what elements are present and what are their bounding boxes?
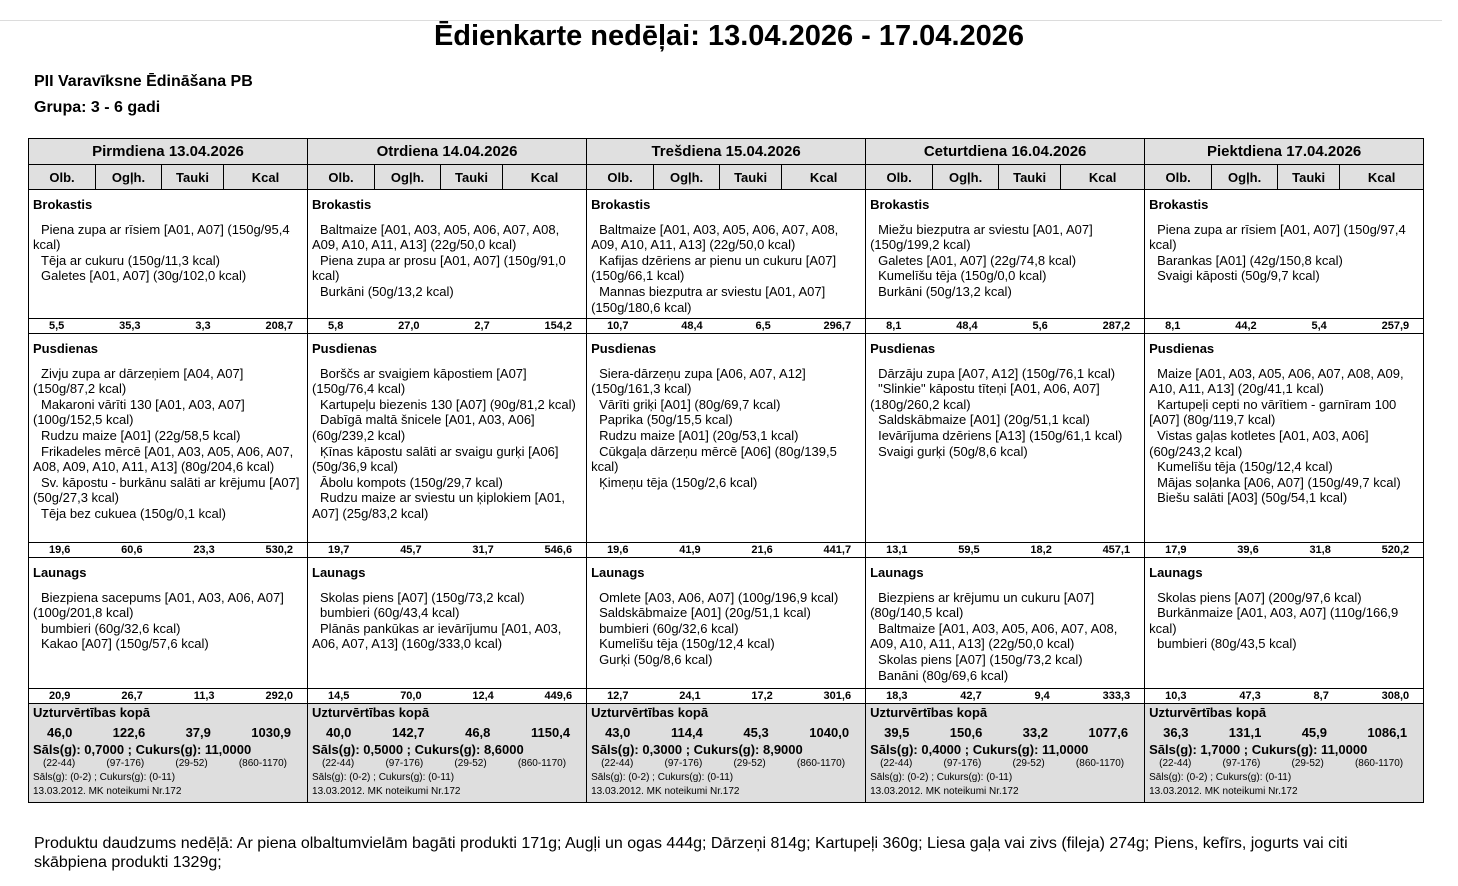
meal-nutrients-row [29, 543, 1424, 558]
dish-item: Piena zupa ar rīsiem [A01, A07] (150g/95,4 kcal) [33, 221, 290, 253]
nutrient-value: 154,2 [544, 319, 573, 332]
dish-item: Saldskābmaize [A01] (20g/51,1 kcal) [878, 412, 1090, 428]
column-header-row [29, 165, 1424, 190]
dish-item: Baltmaize [A01, A03, A05, A06, A07, A08, A09, A10, A11, A13] (22g/50,0 kcal) [591, 221, 839, 253]
meal-cell [587, 190, 866, 319]
range-value: (860-1170) [238, 758, 288, 769]
summary-title: Uzturvērtības kopā [1149, 705, 1267, 720]
summary-totals [591, 725, 861, 740]
regulation-note: 13.03.2012. MK noteikumi Nr.172 [591, 786, 740, 797]
dish-item: Rudzu maize ar sviestu un ķiplokiem [A01, A07] (25g/83,2 kcal) [312, 490, 565, 521]
range-value: (29-52) [175, 758, 208, 769]
nutrient-value: 19,7 [328, 543, 350, 556]
range-value: (22-44) [601, 758, 634, 769]
range-value: (97-176) [943, 758, 982, 769]
weekly-menu-table [28, 138, 1424, 803]
salt-sugar: Sāls(g): 0,4000 ; Cukurs(g): 11,0000 [870, 742, 1089, 757]
dish-item: Kartupeļi cepti no vārītiem - garnīram 100 [A07] (80g/119,7 kcal) [1149, 396, 1397, 428]
dish-item: Skolas piens [A07] (150g/73,2 kcal) [878, 651, 1083, 667]
dish-item: Ķīnas kāpostu salāti ar svaigu gurķi [A06] (50g/36,9 kcal) [312, 443, 559, 475]
summary-title: Uzturvērtības kopā [870, 705, 988, 720]
dish-item: Cūkgaļa dārzeņu mērcē [A06] (80g/139,5 kcal) [591, 443, 837, 475]
dish-item: Sv. kāpostu - burkānu salāti ar krējumu [A07] (50g/27,3 kcal) [33, 474, 300, 506]
nutrient-value: 31,8 [1309, 543, 1331, 556]
nutrient-value: 60,6 [121, 543, 143, 556]
meal-row [29, 558, 1424, 689]
dish-item: Frikadeles mērcē [A01, A03, A05, A06, A07, A08, A09, A10, A11, A13] (80g/204,6 kcal) [33, 443, 294, 475]
recommended-ranges [1149, 758, 1419, 769]
range-value: (860-1170) [1075, 758, 1125, 769]
dish-item: Plānās pankūkas ar ievārījumu [A01, A03, A06, A07, A13] (160g/333,0 kcal) [312, 620, 562, 652]
meal-nutrients [587, 319, 866, 334]
nutrient-value: 19,6 [607, 543, 629, 556]
nutrient-value: 39,6 [1237, 543, 1259, 556]
meal-title: Pusdienas [1149, 341, 1215, 356]
dish-item: Barankas [A01] (42g/150,8 kcal) [1157, 252, 1343, 268]
column-header: Tauki [720, 165, 782, 190]
dish-item: bumbieri (60g/32,6 kcal) [599, 620, 739, 636]
range-value: (860-1170) [796, 758, 846, 769]
dish-item: Ievārījuma dzēriens [A13] (150g/61,1 kcal) [878, 427, 1123, 443]
limits-note: Sāls(g): (0-2) ; Cukurs(g): (0-11) [33, 772, 176, 783]
range-value: (22-44) [43, 758, 76, 769]
nutrient-value: 530,2 [265, 543, 293, 556]
dish-item: Piena zupa ar prosu [A01, A07] (150g/91,0 kcal) [312, 252, 566, 284]
total-value: 46,8 [465, 725, 491, 740]
meal-nutrients [1145, 689, 1424, 704]
dish-item: Mannas biezputra ar sviestu [A01, A07] (150g/180,6 kcal) [591, 283, 826, 315]
nutrient-values [587, 690, 865, 703]
meal-title: Pusdienas [591, 341, 657, 356]
meal-cell [29, 334, 308, 543]
day-header: Otrdiena 14.04.2026 [308, 139, 587, 165]
salt-sugar: Sāls(g): 0,7000 ; Cukurs(g): 11,0000 [33, 742, 252, 757]
recommended-ranges [591, 758, 861, 769]
total-value: 43,0 [605, 725, 631, 740]
nutrient-value: 42,7 [960, 689, 982, 702]
nutrient-value: 45,7 [400, 543, 422, 556]
range-value: (29-52) [1291, 758, 1324, 769]
column-header: Olb. [866, 165, 933, 190]
total-value: 1077,6 [1088, 725, 1129, 740]
nutrient-value: 3,3 [195, 319, 211, 332]
dish-item: Siera-dārzeņu zupa [A06, A07, A12] (150g/161,3 kcal) [591, 365, 806, 397]
nutrient-value: 24,1 [679, 689, 701, 702]
nutrient-value: 26,7 [121, 689, 143, 702]
total-value: 45,3 [743, 725, 769, 740]
nutrient-value: 48,4 [956, 319, 978, 332]
nutrient-values [866, 320, 1144, 333]
day-header: Piektdiena 17.04.2026 [1145, 139, 1424, 165]
meal-cell [308, 558, 587, 689]
nutrient-value: 17,9 [1165, 543, 1187, 556]
nutrient-value: 457,1 [1102, 543, 1131, 556]
meal-row [29, 190, 1424, 319]
column-header: Ogļh. [96, 165, 162, 190]
meal-cell [866, 334, 1145, 543]
nutrient-value: 12,7 [607, 689, 629, 702]
day-summary [1145, 704, 1424, 803]
summary-totals [870, 725, 1140, 740]
dish-item: Kartupeļu biezenis 130 [A07] (90g/81,2 kcal) [320, 396, 576, 412]
page-title: Ēdienkarte nedēļai: 13.04.2026 - 17.04.2026 [433, 20, 1025, 52]
column-header: Ogļh. [654, 165, 720, 190]
range-value: (97-176) [664, 758, 703, 769]
dish-item: Kumelīšu tēja (150g/12,4 kcal) [599, 636, 775, 652]
nutrient-value: 546,6 [544, 543, 573, 556]
day-header: Pirmdiena 13.04.2026 [29, 139, 308, 165]
regulation-note: 13.03.2012. MK noteikumi Nr.172 [870, 786, 1019, 797]
nutrient-value: 8,1 [886, 319, 902, 332]
day-summary [29, 704, 308, 803]
meal-title: Brokastis [1149, 197, 1209, 212]
recommended-ranges [33, 758, 303, 769]
nutrient-values [29, 544, 307, 557]
dish-item: Miežu biezputra ar sviestu [A01, A07] (150g/199,2 kcal) [870, 221, 1093, 253]
nutrient-values [308, 320, 586, 333]
regulation-note: 13.03.2012. MK noteikumi Nr.172 [1149, 786, 1298, 797]
meal-title: Brokastis [33, 197, 93, 212]
dish-item: Tēja ar cukuru (150g/11,3 kcal) [41, 252, 220, 268]
dish-item: bumbieri (60g/43,4 kcal) [320, 605, 460, 621]
weekly-products-summary: Produktu daudzums nedēļā: Ar piena olbaltumvielām bagāti produkti 171g; Augļi un ogas 444g; Dārzeņi 814g; Kartupeļi 360g; Liesa gaļa vai zivs (fileja) 274g; Piens, kefīrs, jogurts vai citi skābpiena produkti 1329g; [34, 835, 1348, 871]
nutrient-value: 17,2 [751, 689, 773, 702]
nutrient-value: 10,3 [1165, 689, 1187, 702]
summary-title: Uzturvērtības kopā [591, 705, 709, 720]
column-header: Ogļh. [933, 165, 999, 190]
nutrient-values [1145, 690, 1423, 703]
nutrient-value: 35,3 [119, 319, 141, 332]
meal-nutrients-row [29, 689, 1424, 704]
nutrient-values [1145, 544, 1423, 557]
day-header: Trešdiena 15.04.2026 [587, 139, 866, 165]
dish-item: bumbieri (60g/32,6 kcal) [41, 620, 181, 636]
meal-cell [1145, 558, 1424, 689]
total-value: 131,1 [1228, 725, 1262, 740]
dish-item: Kakao [A07] (150g/57,6 kcal) [41, 636, 209, 652]
nutrient-values [1145, 320, 1423, 333]
nutrient-value: 18,3 [886, 689, 908, 702]
recommended-ranges [870, 758, 1140, 769]
range-value: (860-1170) [517, 758, 567, 769]
nutrient-value: 21,6 [751, 543, 773, 556]
meal-cell [1145, 334, 1424, 543]
group-label: Grupa: 3 - 6 gadi [34, 99, 161, 116]
dish-item: Svaigi gurķi (50g/8,6 kcal) [878, 443, 1028, 459]
meal-nutrients [866, 319, 1145, 334]
column-header: Tauki [441, 165, 503, 190]
dish-item: Svaigi kāposti (50g/9,7 kcal) [1157, 268, 1320, 284]
meal-title: Brokastis [591, 197, 651, 212]
meal-cell [308, 190, 587, 319]
nutrient-value: 13,1 [886, 543, 908, 556]
range-value: (22-44) [1159, 758, 1192, 769]
meal-title: Brokastis [870, 197, 930, 212]
total-value: 1030,9 [251, 725, 292, 740]
nutrient-value: 31,7 [472, 543, 494, 556]
meal-title: Launags [33, 565, 87, 580]
dish-item: Zivju zupa ar dārzeņiem [A04, A07] (150g/87,2 kcal) [33, 365, 244, 397]
dish-item: Burkāni (50g/13,2 kcal) [320, 283, 454, 299]
total-value: 1150,4 [531, 725, 571, 740]
column-header: Olb. [308, 165, 375, 190]
range-value: (22-44) [322, 758, 355, 769]
dish-item: Borščs ar svaigiem kāpostiem [A07] (150g/76,4 kcal) [312, 365, 527, 397]
nutrient-value: 333,3 [1102, 689, 1131, 702]
dish-item: Baltmaize [A01, A03, A05, A06, A07, A08, A09, A10, A11, A13] (22g/50,0 kcal) [870, 620, 1118, 652]
total-value: 1086,1 [1367, 725, 1408, 740]
total-value: 45,9 [1301, 725, 1328, 740]
column-header: Kcal [224, 165, 308, 190]
column-header: Olb. [587, 165, 654, 190]
nutrient-value: 41,9 [679, 543, 701, 556]
dish-item: Maize [A01, A03, A05, A06, A07, A08, A09, A10, A11, A13] (20g/41,1 kcal) [1149, 365, 1404, 397]
meal-nutrients [866, 689, 1145, 704]
nutrient-value: 308,0 [1381, 689, 1410, 702]
nutrient-value: 6,5 [755, 319, 771, 332]
nutrient-value: 296,7 [823, 319, 852, 332]
nutrient-value: 12,4 [472, 689, 494, 702]
nutrient-value: 48,4 [681, 319, 703, 332]
dish-item: Gurķi (50g/8,6 kcal) [599, 651, 713, 667]
column-header: Tauki [1278, 165, 1340, 190]
nutrient-values [587, 320, 865, 333]
nutrient-value: 441,7 [823, 543, 852, 556]
column-header: Kcal [1340, 165, 1424, 190]
day-header: Ceturtdiena 16.04.2026 [866, 139, 1145, 165]
dish-item: Biezpiena sacepums [A01, A03, A06, A07] (100g/201,8 kcal) [33, 589, 284, 621]
limits-note: Sāls(g): (0-2) ; Cukurs(g): (0-11) [870, 772, 1013, 783]
dish-item: Ābolu kompots (150g/29,7 kcal) [320, 474, 503, 490]
meal-nutrients-row [29, 319, 1424, 334]
meal-nutrients [866, 543, 1145, 558]
organization-name: PII Varavīksne Ēdināšana PB [34, 73, 253, 90]
dish-item: Ķimeņu tēja (150g/2,6 kcal) [599, 474, 758, 490]
dish-item: "Slinkie" kāpostu tīteņi [A01, A06, A07] (180g/260,2 kcal) [870, 381, 1100, 412]
column-header: Kcal [1061, 165, 1145, 190]
nutrient-values [866, 544, 1144, 557]
meal-title: Launags [1149, 565, 1203, 580]
dish-item: Burkānmaize [A01, A03, A07] (110g/166,9 kcal) [1149, 605, 1399, 636]
meal-cell [308, 334, 587, 543]
nutrient-value: 59,5 [958, 543, 980, 556]
dish-item: Baltmaize [A01, A03, A05, A06, A07, A08, A09, A10, A11, A13] (22g/50,0 kcal) [312, 221, 560, 253]
regulation-note: 13.03.2012. MK noteikumi Nr.172 [312, 786, 461, 797]
total-value: 36,3 [1163, 725, 1189, 740]
total-value: 122,6 [112, 725, 146, 740]
column-header: Kcal [782, 165, 866, 190]
range-value: (860-1170) [1354, 758, 1404, 769]
salt-sugar: Sāls(g): 1,7000 ; Cukurs(g): 11,0000 [1149, 742, 1368, 757]
meal-nutrients [1145, 319, 1424, 334]
nutrient-value: 19,6 [49, 543, 71, 556]
nutrient-value: 20,9 [49, 689, 71, 702]
meal-title: Pusdienas [870, 341, 936, 356]
salt-sugar: Sāls(g): 0,3000 ; Cukurs(g): 8,9000 [591, 742, 803, 757]
meal-cell [587, 334, 866, 543]
limits-note: Sāls(g): (0-2) ; Cukurs(g): (0-11) [312, 772, 455, 783]
meal-title: Brokastis [312, 197, 372, 212]
meal-title: Pusdienas [33, 341, 99, 356]
meal-cell [866, 190, 1145, 319]
summary-row [29, 704, 1424, 803]
nutrient-values [308, 690, 586, 703]
summary-totals [33, 725, 303, 740]
nutrient-value: 257,9 [1381, 319, 1410, 332]
dish-item: Galetes [A01, A07] (22g/74,8 kcal) [878, 252, 1077, 268]
total-value: 114,4 [670, 725, 703, 740]
dish-item: Piena zupa ar rīsiem [A01, A07] (150g/97,4 kcal) [1149, 221, 1406, 253]
dish-item: Vārīti griķi [A01] (80g/69,7 kcal) [599, 396, 781, 412]
nutrient-value: 18,2 [1030, 543, 1052, 556]
meal-title: Pusdienas [312, 341, 378, 356]
column-header: Tauki [999, 165, 1061, 190]
meal-title: Launags [591, 565, 645, 580]
nutrient-value: 292,0 [265, 689, 293, 702]
nutrient-value: 14,5 [328, 689, 350, 702]
dish-item: Saldskābmaize [A01] (20g/51,1 kcal) [599, 605, 811, 621]
column-header: Olb. [29, 165, 96, 190]
range-value: (97-176) [106, 758, 145, 769]
meal-nutrients [308, 689, 587, 704]
day-header-row [29, 139, 1424, 165]
column-header: Olb. [1145, 165, 1212, 190]
dish-item: Skolas piens [A07] (200g/97,6 kcal) [1157, 589, 1362, 605]
nutrient-values [29, 320, 307, 333]
nutrient-value: 8,1 [1165, 319, 1181, 332]
dish-item: Vistas gaļas kotletes [A01, A03, A06] (60g/243,2 kcal) [1149, 427, 1369, 459]
dish-item: Makaroni vārīti 130 [A01, A03, A07] (100g/152,5 kcal) [33, 396, 245, 428]
range-value: (22-44) [880, 758, 913, 769]
meal-title: Launags [312, 565, 366, 580]
nutrient-value: 5,6 [1032, 319, 1048, 332]
total-value: 40,0 [326, 725, 352, 740]
dish-item: Burkāni (50g/13,2 kcal) [878, 283, 1012, 299]
total-value: 37,9 [185, 725, 211, 740]
dish-item: Kumelīšu tēja (150g/0,0 kcal) [878, 268, 1047, 284]
nutrient-value: 449,6 [544, 689, 573, 702]
dish-item: Rudzu maize [A01] (22g/58,5 kcal) [41, 427, 241, 443]
day-summary [866, 704, 1145, 803]
total-value: 46,0 [47, 725, 73, 740]
total-value: 142,7 [391, 725, 425, 740]
nutrient-value: 5,8 [328, 319, 344, 332]
meal-title: Launags [870, 565, 924, 580]
meal-nutrients [29, 543, 308, 558]
meal-nutrients [29, 319, 308, 334]
column-header: Tauki [162, 165, 224, 190]
nutrient-value: 8,7 [1313, 689, 1329, 702]
dish-item: Mājas soļanka [A06, A07] (150g/49,7 kcal) [1157, 474, 1401, 490]
meal-cell [1145, 190, 1424, 319]
meal-cell [29, 558, 308, 689]
nutrient-values [866, 690, 1144, 703]
recommended-ranges [312, 758, 582, 769]
nutrient-value: 5,4 [1311, 319, 1327, 332]
range-value: (29-52) [1012, 758, 1045, 769]
summary-totals [312, 725, 582, 740]
dish-item: Biešu salāti [A03] (50g/54,1 kcal) [1157, 490, 1348, 506]
column-header: Kcal [503, 165, 587, 190]
range-value: (97-176) [385, 758, 424, 769]
dish-item: Omlete [A03, A06, A07] (100g/196,9 kcal) [599, 589, 839, 605]
meal-nutrients [308, 319, 587, 334]
nutrient-value: 301,6 [823, 689, 852, 702]
dish-item: Skolas piens [A07] (150g/73,2 kcal) [320, 589, 525, 605]
meal-nutrients [1145, 543, 1424, 558]
summary-totals [1149, 725, 1419, 740]
nutrient-value: 47,3 [1239, 689, 1261, 702]
meal-nutrients [587, 543, 866, 558]
summary-title: Uzturvērtības kopā [33, 705, 151, 720]
nutrient-value: 287,2 [1102, 319, 1131, 332]
nutrient-values [29, 690, 307, 703]
nutrient-value: 2,7 [474, 319, 490, 332]
day-summary [308, 704, 587, 803]
nutrient-value: 9,4 [1034, 689, 1050, 702]
day-summary [587, 704, 866, 803]
nutrient-value: 520,2 [1381, 543, 1410, 556]
nutrient-value: 70,0 [400, 689, 422, 702]
meal-nutrients [308, 543, 587, 558]
dish-item: Kumelīšu tēja (150g/12,4 kcal) [1157, 459, 1333, 475]
summary-title: Uzturvērtības kopā [312, 705, 430, 720]
dish-item: Paprika (50g/15,5 kcal) [599, 412, 733, 428]
range-value: (29-52) [733, 758, 766, 769]
dish-item: bumbieri (80g/43,5 kcal) [1157, 636, 1297, 652]
dish-item: Banāni (80g/69,6 kcal) [878, 667, 1009, 683]
dish-item: Biezpiens ar krējumu un cukuru [A07] (80g/140,5 kcal) [870, 589, 1095, 621]
dish-item: Dabīgā maltā šnicele [A01, A03, A06] (60g/239,2 kcal) [312, 412, 535, 443]
meal-row [29, 334, 1424, 543]
nutrient-values [587, 544, 865, 557]
salt-sugar: Sāls(g): 0,5000 ; Cukurs(g): 8,6000 [312, 742, 524, 757]
nutrient-value: 44,2 [1235, 319, 1257, 332]
nutrient-value: 10,7 [607, 319, 629, 332]
dish-item: Galetes [A01, A07] (30g/102,0 kcal) [41, 268, 247, 284]
meal-cell [29, 190, 308, 319]
meal-cell [587, 558, 866, 689]
total-value: 39,5 [884, 725, 910, 740]
nutrient-value: 27,0 [398, 319, 420, 332]
nutrient-value: 208,7 [265, 319, 293, 332]
nutrient-value: 23,3 [193, 543, 215, 556]
meal-nutrients [29, 689, 308, 704]
limits-note: Sāls(g): (0-2) ; Cukurs(g): (0-11) [1149, 772, 1292, 783]
nutrient-values [308, 544, 586, 557]
regulation-note: 13.03.2012. MK noteikumi Nr.172 [33, 786, 182, 797]
column-header: Ogļh. [375, 165, 441, 190]
dish-item: Kafijas dzēriens ar pienu un cukuru [A07] (150g/66,1 kcal) [591, 252, 837, 284]
nutrient-value: 5,5 [49, 319, 65, 332]
dish-item: Rudzu maize [A01] (20g/53,1 kcal) [599, 427, 799, 443]
meal-nutrients [587, 689, 866, 704]
dish-item: Tēja bez cukuea (150g/0,1 kcal) [41, 505, 226, 521]
dish-item: Dārzāju zupa [A07, A12] (150g/76,1 kcal) [878, 365, 1116, 381]
column-header: Ogļh. [1212, 165, 1278, 190]
range-value: (29-52) [454, 758, 487, 769]
total-value: 150,6 [949, 725, 983, 740]
total-value: 33,2 [1022, 725, 1048, 740]
total-value: 1040,0 [809, 725, 850, 740]
meal-cell [866, 558, 1145, 689]
range-value: (97-176) [1222, 758, 1261, 769]
nutrient-value: 11,3 [193, 689, 215, 702]
limits-note: Sāls(g): (0-2) ; Cukurs(g): (0-11) [591, 772, 734, 783]
